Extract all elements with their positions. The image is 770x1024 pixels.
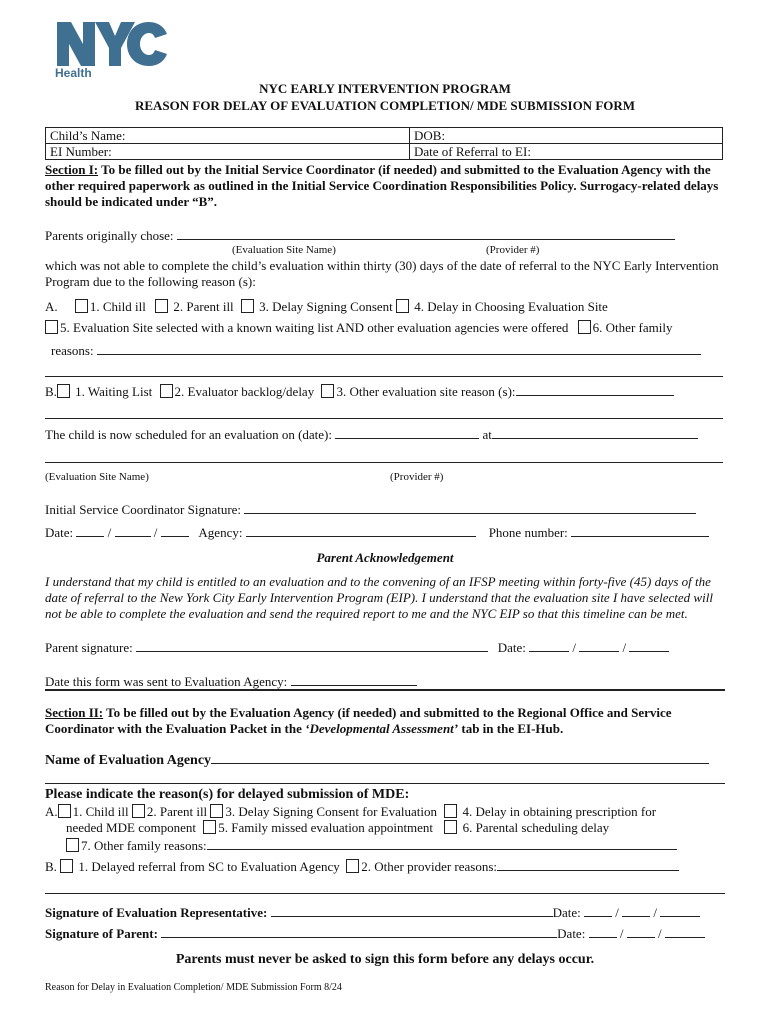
reasons-row: reasons: (51, 343, 701, 359)
s2-b1-checkbox[interactable] (60, 859, 73, 873)
reasons-heading: Please indicate the reason(s) for delayed submission of MDE: (45, 787, 410, 802)
section1-instructions: Section I: To be filled out by the Initial Service Coordinator (if needed) and submitted to the Evaluation Agency with the other required paperwork as outlined in the Initial Service Coordination Responsibilities Policy. Surrogacy-related delays should be indicated under “B”. (45, 162, 719, 209)
section2-heading: Section II: (45, 705, 104, 720)
s1-b2-checkbox[interactable] (160, 384, 173, 398)
section2-a-row3: 7. Other family reasons: (66, 838, 677, 854)
dob-field[interactable]: DOB: (410, 128, 723, 144)
parent-signature-row: Parent signature: Date: / / (45, 640, 669, 656)
s2-b2-checkbox[interactable] (346, 859, 359, 873)
sub-eval-site2: (Evaluation Site Name) (45, 471, 149, 483)
s2-a2-checkbox[interactable] (132, 804, 145, 818)
s2-b-line2[interactable] (45, 893, 725, 894)
s2-a7-checkbox[interactable] (66, 838, 79, 852)
s2-a3-checkbox[interactable] (210, 804, 223, 818)
agency-name-row: Name of Evaluation Agency (45, 751, 709, 769)
s1-a2-checkbox[interactable] (155, 299, 168, 313)
sig-parent-date-year[interactable] (665, 926, 705, 938)
s1-a6-checkbox[interactable] (578, 320, 591, 334)
sig-parent-date-day[interactable] (627, 926, 655, 938)
s1-reasons-field[interactable] (97, 343, 701, 355)
sig-eval-date-year[interactable] (660, 905, 700, 917)
section2-a-row: A. 1. Child ill 2. Parent ill 3. Delay Signing Consent for Evaluation 4. Delay in obtaining prescription for (45, 804, 657, 819)
isc-signature-field[interactable] (244, 502, 696, 514)
s2-a5-checkbox[interactable] (203, 820, 216, 834)
scheduled-row: The child is now scheduled for an evaluation on (date): at (45, 427, 698, 443)
logo-health-text: Health (55, 66, 92, 80)
parents-chose-row: Parents originally chose: (45, 228, 675, 244)
sig-parent-date-month[interactable] (589, 926, 617, 938)
isc-date-year[interactable] (161, 525, 189, 537)
ei-number-field[interactable]: EI Number: (46, 144, 410, 160)
footer-warning: Parents must never be asked to sign this form before any delays occur. (175, 952, 595, 967)
not-able-paragraph: which was not able to complete the child’s evaluation within thirty (30) days of the date of referral to the NYC Early Intervention Program due to the following reason (s): (45, 258, 719, 289)
sig-parent-field[interactable] (161, 926, 515, 938)
isc-phone-field[interactable] (571, 525, 709, 537)
s2-a1-checkbox[interactable] (58, 804, 71, 818)
child-info-table (45, 127, 723, 160)
section1-a-row2: 5. Evaluation Site selected with a known waiting list AND other evaluation agencies were offered 6. Other family (45, 320, 672, 336)
parent-ack-text: I understand that my child is entitled to an evaluation and to the convening of an IFSP meeting within forty-five (45) days of the date of referral to the New York City Early Intervention Program (EIP). I understand that the evaluation site I have selected will not be able to complete the evaluation and send the required report to me and the NYC EIP so that this timeline can be met. (45, 574, 713, 621)
scheduled-at-field[interactable] (492, 427, 698, 439)
s2-a4-checkbox[interactable] (444, 804, 457, 818)
parents-chose-field[interactable] (177, 228, 675, 240)
sig-parent-gap-line[interactable] (515, 926, 557, 938)
agency-name-line2[interactable] (45, 783, 725, 784)
isc-date-day[interactable] (115, 525, 151, 537)
isc-date-month[interactable] (76, 525, 104, 537)
s1-b1-checkbox[interactable] (57, 384, 70, 398)
sub-provider: (Provider #) (486, 244, 540, 256)
isc-date-agency-row: Date: / / Agency: Phone number: (45, 525, 709, 541)
sig-eval-row: Signature of Evaluation Representative: Date: / / (45, 905, 700, 921)
parent-ack-heading: Parent Acknowledgement (316, 550, 454, 565)
form-id: Reason for Delay in Evaluation Completion/ MDE Submission Form 8/24 (45, 982, 342, 993)
s1-reasons-line2[interactable] (45, 376, 723, 377)
section1-a-row: A. 1. Child ill 2. Parent ill 3. Delay Signing Consent 4. Delay in Choosing Evaluation Site (45, 299, 608, 314)
scheduled-line2[interactable] (45, 462, 723, 463)
parent-date-day[interactable] (579, 640, 619, 652)
s2-a7-field[interactable] (207, 838, 677, 850)
childs-name-field[interactable]: Child’s Name: (46, 128, 410, 144)
isc-signature-row: Initial Service Coordinator Signature: (45, 502, 696, 518)
section1-heading: Section I: (45, 162, 99, 177)
s2-b2-field[interactable] (497, 859, 679, 871)
s1-b3-field[interactable] (516, 384, 674, 396)
form-title-line2: REASON FOR DELAY OF EVALUATION COMPLETION/ MDE SUBMISSION FORM (134, 98, 636, 113)
sig-parent-row: Signature of Parent: Date: / / (45, 926, 705, 942)
s2-a6-checkbox[interactable] (444, 820, 457, 834)
isc-agency-field[interactable] (246, 525, 476, 537)
form-title-line1: NYC EARLY INTERVENTION PROGRAM (259, 81, 511, 96)
parent-signature-field[interactable] (136, 640, 488, 652)
agency-name-field[interactable] (211, 751, 709, 764)
section-divider (45, 689, 725, 691)
s1-b3-checkbox[interactable] (321, 384, 334, 398)
sub-eval-site: (Evaluation Site Name) (232, 244, 336, 256)
s1-a3-checkbox[interactable] (241, 299, 254, 313)
sig-eval-date-day[interactable] (622, 905, 650, 917)
sub-provider2: (Provider #) (390, 471, 444, 483)
s1-b-line2[interactable] (45, 418, 723, 419)
section2-instructions: Section II: To be filled out by the Evaluation Agency (if needed) and submitted to the Regional Office and Service Coordinator with the Evaluation Packet in the ‘Developmental Assessment’ tab in the EI-Hub. (45, 705, 672, 736)
sig-eval-field[interactable] (271, 905, 553, 917)
parent-date-year[interactable] (629, 640, 669, 652)
scheduled-date-field[interactable] (335, 427, 479, 439)
s1-a1-checkbox[interactable] (75, 299, 88, 313)
sent-date-field[interactable] (291, 674, 417, 686)
s1-a4-checkbox[interactable] (396, 299, 409, 313)
date-referral-field[interactable]: Date of Referral to EI: (410, 144, 723, 160)
section2-a-row2: needed MDE component 5. Family missed evaluation appointment 6. Parental scheduling delay (66, 820, 610, 835)
section1-b-row: B. 1. Waiting List 2. Evaluator backlog/delay 3. Other evaluation site reason (s): (45, 384, 674, 400)
section2-b-row: B. 1. Delayed referral from SC to Evaluation Agency 2. Other provider reasons: (45, 859, 679, 875)
parent-date-month[interactable] (529, 640, 569, 652)
nyc-health-logo (55, 20, 169, 68)
sent-date-row: Date this form was sent to Evaluation Agency: (45, 674, 417, 690)
sig-eval-date-month[interactable] (584, 905, 612, 917)
s1-a5-checkbox[interactable] (45, 320, 58, 334)
